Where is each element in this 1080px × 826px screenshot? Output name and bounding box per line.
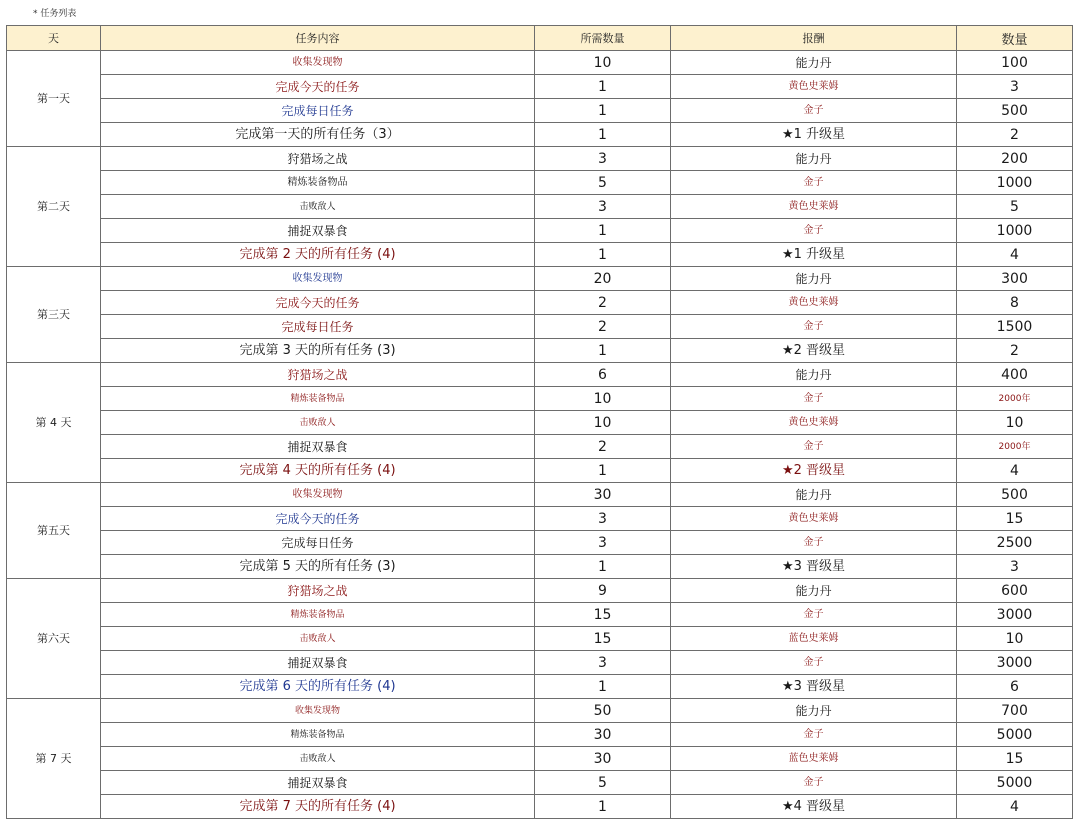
- task-cell: 击败敌人: [101, 411, 535, 435]
- task-cell: 完成今天的任务: [101, 507, 535, 531]
- required-cell: 3: [535, 195, 671, 219]
- table-row: [7, 99, 1073, 123]
- qty-cell: 200: [957, 147, 1073, 171]
- reward-cell: 能力丹: [671, 147, 957, 171]
- task-cell: 精炼装备物品: [101, 387, 535, 411]
- required-cell: 9: [535, 579, 671, 603]
- required-cell: 5: [535, 171, 671, 195]
- table-row: [7, 459, 1073, 483]
- required-cell: 1: [535, 339, 671, 363]
- qty-cell: 300: [957, 267, 1073, 291]
- task-cell: 收集发现物: [101, 267, 535, 291]
- task-cell: 完成今天的任务: [101, 291, 535, 315]
- day-label: 第 4 天: [7, 363, 101, 483]
- required-cell: 1: [535, 555, 671, 579]
- table-row: [7, 291, 1073, 315]
- task-cell: 完成第 6 天的所有任务 (4): [101, 675, 535, 699]
- required-cell: 30: [535, 483, 671, 507]
- qty-cell: 2000年: [957, 387, 1073, 411]
- reward-cell: 金子: [671, 315, 957, 339]
- table-row: [7, 507, 1073, 531]
- header-day: 天: [7, 26, 101, 51]
- qty-cell: 3: [957, 75, 1073, 99]
- qty-cell: 10: [957, 411, 1073, 435]
- table-row: [7, 531, 1073, 555]
- task-cell: 狩猎场之战: [101, 147, 535, 171]
- qty-cell: 1000: [957, 219, 1073, 243]
- required-cell: 3: [535, 147, 671, 171]
- qty-cell: 5000: [957, 723, 1073, 747]
- table-row: [7, 603, 1073, 627]
- reward-cell: 金子: [671, 723, 957, 747]
- task-table: [6, 25, 1073, 819]
- table-row: [7, 147, 1073, 171]
- task-cell: 完成第 2 天的所有任务 (4): [101, 243, 535, 267]
- task-cell: 精炼装备物品: [101, 171, 535, 195]
- required-cell: 1: [535, 675, 671, 699]
- table-row: [7, 435, 1073, 459]
- task-cell: 捕捉双暴食: [101, 435, 535, 459]
- required-cell: 30: [535, 723, 671, 747]
- qty-cell: 15: [957, 747, 1073, 771]
- table-row: [7, 267, 1073, 291]
- qty-cell: 2: [957, 339, 1073, 363]
- task-cell: 精炼装备物品: [101, 723, 535, 747]
- table-row: [7, 627, 1073, 651]
- qty-cell: 8: [957, 291, 1073, 315]
- required-cell: 15: [535, 603, 671, 627]
- qty-cell: 5000: [957, 771, 1073, 795]
- required-cell: 3: [535, 531, 671, 555]
- task-cell: 完成每日任务: [101, 531, 535, 555]
- day-label: 第五天: [7, 483, 101, 579]
- task-cell: 捕捉双暴食: [101, 651, 535, 675]
- reward-cell: 能力丹: [671, 267, 957, 291]
- reward-cell: 蓝色史莱姆: [671, 627, 957, 651]
- task-cell: 击败敌人: [101, 627, 535, 651]
- header-reward: 报酬: [671, 26, 957, 51]
- required-cell: 20: [535, 267, 671, 291]
- reward-cell: 金子: [671, 771, 957, 795]
- qty-cell: 15: [957, 507, 1073, 531]
- reward-cell: 蓝色史莱姆: [671, 747, 957, 771]
- task-cell: 狩猎场之战: [101, 363, 535, 387]
- qty-cell: 3000: [957, 651, 1073, 675]
- task-cell: 精炼装备物品: [101, 603, 535, 627]
- required-cell: 15: [535, 627, 671, 651]
- required-cell: 30: [535, 747, 671, 771]
- table-row: [7, 51, 1073, 75]
- table-row: [7, 675, 1073, 699]
- table-row: [7, 339, 1073, 363]
- reward-cell: 金子: [671, 171, 957, 195]
- reward-cell: 金子: [671, 531, 957, 555]
- required-cell: 6: [535, 363, 671, 387]
- table-row: [7, 795, 1073, 819]
- reward-cell: 金子: [671, 219, 957, 243]
- table-row: [7, 219, 1073, 243]
- reward-cell: 黄色史莱姆: [671, 291, 957, 315]
- task-cell: 完成第一天的所有任务（3）: [101, 123, 535, 147]
- reward-cell: ★3 晋级星: [671, 675, 957, 699]
- qty-cell: 3000: [957, 603, 1073, 627]
- reward-cell: 黄色史莱姆: [671, 195, 957, 219]
- table-row: [7, 651, 1073, 675]
- required-cell: 1: [535, 99, 671, 123]
- header-qty: 数量: [957, 26, 1073, 51]
- qty-cell: 6: [957, 675, 1073, 699]
- table-row: [7, 579, 1073, 603]
- required-cell: 1: [535, 75, 671, 99]
- qty-cell: 5: [957, 195, 1073, 219]
- day-label: 第三天: [7, 267, 101, 363]
- required-cell: 1: [535, 243, 671, 267]
- task-cell: 收集发现物: [101, 483, 535, 507]
- qty-cell: 10: [957, 627, 1073, 651]
- reward-cell: 金子: [671, 651, 957, 675]
- reward-cell: 金子: [671, 387, 957, 411]
- reward-cell: ★2 晋级星: [671, 339, 957, 363]
- reward-cell: ★1 升级星: [671, 243, 957, 267]
- reward-cell: ★3 晋级星: [671, 555, 957, 579]
- reward-cell: ★4 晋级星: [671, 795, 957, 819]
- task-cell: 完成第 3 天的所有任务 (3): [101, 339, 535, 363]
- qty-cell: 500: [957, 483, 1073, 507]
- day-label: 第一天: [7, 51, 101, 147]
- qty-cell: 500: [957, 99, 1073, 123]
- required-cell: 10: [535, 411, 671, 435]
- qty-cell: 4: [957, 243, 1073, 267]
- header-task: 任务内容: [101, 26, 535, 51]
- qty-cell: 600: [957, 579, 1073, 603]
- task-cell: 击败敌人: [101, 195, 535, 219]
- task-cell: 完成第 7 天的所有任务 (4): [101, 795, 535, 819]
- required-cell: 1: [535, 459, 671, 483]
- task-cell: 收集发现物: [101, 699, 535, 723]
- reward-cell: ★1 升级星: [671, 123, 957, 147]
- table-body: [7, 51, 1073, 819]
- reward-cell: 能力丹: [671, 699, 957, 723]
- table-row: [7, 75, 1073, 99]
- day-label: 第二天: [7, 147, 101, 267]
- qty-cell: 2: [957, 123, 1073, 147]
- table-caption: * 任务列表: [33, 9, 77, 19]
- task-cell: 完成今天的任务: [101, 75, 535, 99]
- required-cell: 10: [535, 51, 671, 75]
- qty-cell: 400: [957, 363, 1073, 387]
- qty-cell: 1500: [957, 315, 1073, 339]
- table-row: [7, 171, 1073, 195]
- task-cell: 完成第 5 天的所有任务 (3): [101, 555, 535, 579]
- required-cell: 1: [535, 219, 671, 243]
- table-row: [7, 771, 1073, 795]
- required-cell: 2: [535, 315, 671, 339]
- reward-cell: 黄色史莱姆: [671, 507, 957, 531]
- required-cell: 1: [535, 123, 671, 147]
- task-cell: 收集发现物: [101, 51, 535, 75]
- reward-cell: 金子: [671, 603, 957, 627]
- qty-cell: 4: [957, 795, 1073, 819]
- qty-cell: 3: [957, 555, 1073, 579]
- day-label: 第六天: [7, 579, 101, 699]
- qty-cell: 700: [957, 699, 1073, 723]
- table-row: [7, 411, 1073, 435]
- reward-cell: 金子: [671, 99, 957, 123]
- table-row: [7, 315, 1073, 339]
- qty-cell: 1000: [957, 171, 1073, 195]
- table-row: [7, 123, 1073, 147]
- qty-cell: 2000年: [957, 435, 1073, 459]
- header-required: 所需数量: [535, 26, 671, 51]
- table-row: [7, 723, 1073, 747]
- required-cell: 10: [535, 387, 671, 411]
- reward-cell: 黄色史莱姆: [671, 411, 957, 435]
- required-cell: 3: [535, 507, 671, 531]
- task-cell: 捕捉双暴食: [101, 771, 535, 795]
- required-cell: 1: [535, 795, 671, 819]
- reward-cell: ★2 晋级星: [671, 459, 957, 483]
- task-cell: 击败敌人: [101, 747, 535, 771]
- table-row: [7, 555, 1073, 579]
- reward-cell: 能力丹: [671, 51, 957, 75]
- required-cell: 3: [535, 651, 671, 675]
- table-row: [7, 483, 1073, 507]
- reward-cell: 能力丹: [671, 579, 957, 603]
- reward-cell: 金子: [671, 435, 957, 459]
- required-cell: 2: [535, 291, 671, 315]
- qty-cell: 100: [957, 51, 1073, 75]
- qty-cell: 4: [957, 459, 1073, 483]
- reward-cell: 能力丹: [671, 483, 957, 507]
- required-cell: 50: [535, 699, 671, 723]
- table-row: [7, 243, 1073, 267]
- required-cell: 5: [535, 771, 671, 795]
- task-cell: 狩猎场之战: [101, 579, 535, 603]
- table-row: [7, 747, 1073, 771]
- task-cell: 完成第 4 天的所有任务 (4): [101, 459, 535, 483]
- table-row: [7, 195, 1073, 219]
- required-cell: 2: [535, 435, 671, 459]
- reward-cell: 能力丹: [671, 363, 957, 387]
- qty-cell: 2500: [957, 531, 1073, 555]
- day-label: 第 7 天: [7, 699, 101, 819]
- task-cell: 完成每日任务: [101, 99, 535, 123]
- task-cell: 捕捉双暴食: [101, 219, 535, 243]
- reward-cell: 黄色史莱姆: [671, 75, 957, 99]
- table-row: [7, 363, 1073, 387]
- table-row: [7, 387, 1073, 411]
- task-cell: 完成每日任务: [101, 315, 535, 339]
- table-row: [7, 699, 1073, 723]
- table-header-row: [7, 26, 1073, 51]
